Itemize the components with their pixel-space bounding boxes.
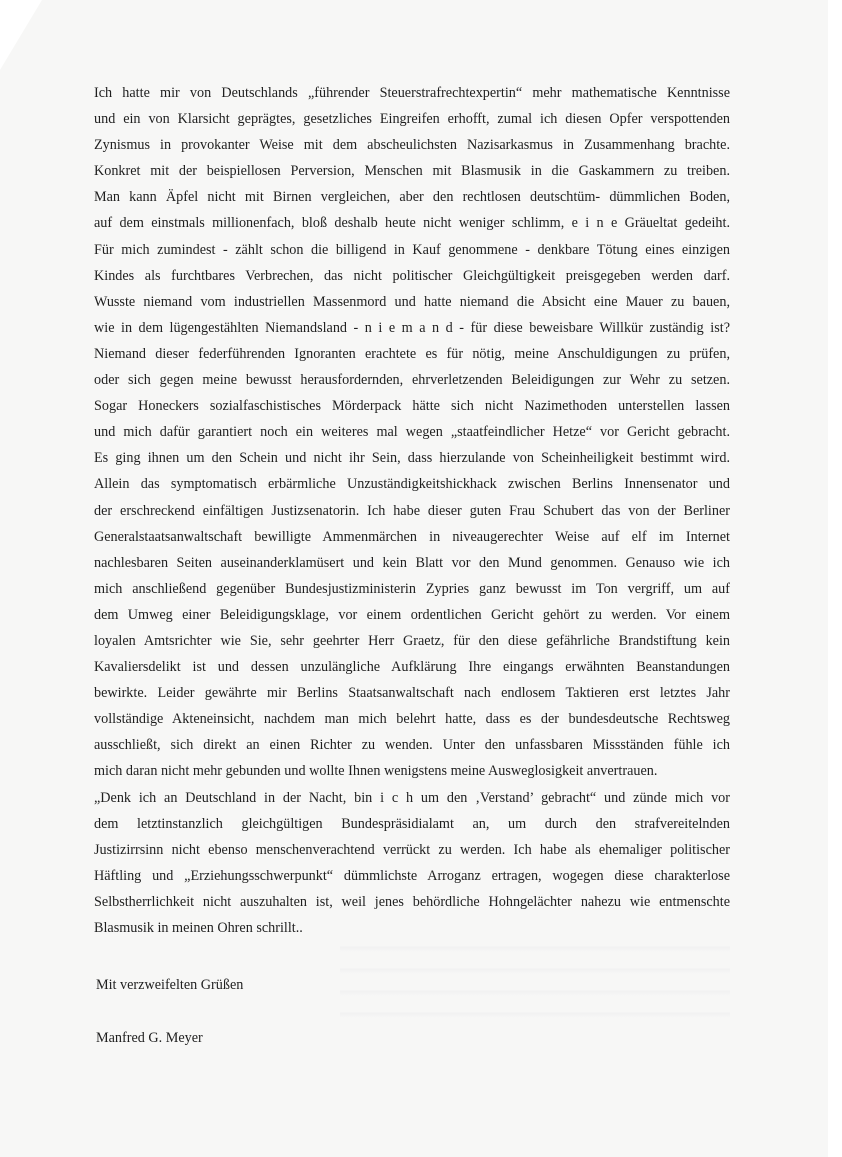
body-line: Ich hatte mir von Deutschlands „führender Steuerstrafrechtexpertin“ mehr mathematische Kenntnisse — [94, 85, 730, 101]
body-line: der erschreckend einfältigen Justizsenatorin. Ich habe dieser guten Frau Schubert das von der Berliner — [94, 502, 730, 519]
body-line: vollständige Akteneinsicht, nachdem man mich belehrt hatte, dass es der bundesdeutsche Rechtsweg — [94, 711, 730, 728]
body-line: Generalstaatsanwaltschaft bewilligte Ammenmärchen in niveaugerechter Weise auf elf im Internet — [94, 528, 730, 545]
body-line: nachlesbaren Seiten auseinanderklamüsert und kein Blatt vor den Mund genommen. Genauso wie ich — [94, 554, 730, 571]
body-line: Es ging ihnen um den Schein und nicht ihr Sein, dass hierzulande von Scheinheiligkeit bestimmt wird. — [94, 450, 730, 467]
body-line: bewirkte. Leider gewährte mir Berlins Staatsanwaltschaft nach endlosem Taktieren erst letztes Jahr — [94, 685, 730, 702]
body-line: Kindes als furchtbares Verbrechen, das nicht politischer Gleichgültigkeit preisgegeben werden darf. — [94, 267, 730, 284]
body-line: mich daran nicht mehr gebunden und wollte Ihnen wenigstens meine Ausweglosigkeit anvertrauen. — [94, 763, 658, 780]
page-edge — [828, 0, 842, 1157]
body-line: auf dem einstmals millionenfach, bloß deshalb heute nicht weniger schlimm, e i n e Gräueltat gedeiht. — [94, 215, 730, 232]
body-line: Man kann Äpfel nicht mit Birnen vergleichen, aber den rechtlosen deutschtüm- dümmlichen Boden, — [94, 189, 730, 206]
body-line: Zynismus in provokanter Weise mit dem abscheulichsten Nazisarkasmus in Zusammenhang brachte. — [94, 137, 730, 154]
body-line: dem Umweg einer Beleidigungsklage, vor einem ordentlichen Gericht gehört zu werden. Vor einem — [94, 606, 730, 623]
body-line: Selbstherrlichkeit nicht auszuhalten ist, weil jenes behördliche Hohngelächter nahezu wie entmenschte — [94, 893, 730, 910]
signature-name: Manfred G. Meyer — [96, 1030, 203, 1046]
body-line: Häftling und „Erziehungsschwerpunkt“ dümmlichste Arroganz ertragen, wogegen diese charakterlose — [94, 867, 730, 884]
body-line: und mich dafür garantiert noch ein weiteres mal wegen „staatfeindlicher Hetze“ vor Gericht gebracht. — [94, 424, 730, 441]
body-line: Für mich zumindest - zählt schon die billigend in Kauf genommene - denkbare Tötung eines einzigen — [94, 241, 730, 258]
body-line: Wusste niemand vom industriellen Massenmord und hatte niemand die Absicht eine Mauer zu bauen, — [94, 293, 730, 310]
body-line: Allein das symptomatisch erbärmliche Unzuständigkeitshickhack zwischen Berlins Innensenator und — [94, 476, 730, 493]
closing-greeting: Mit verzweifelten Grüßen — [96, 977, 244, 993]
body-line: ausschließt, sich direkt an einen Richter zu wenden. Unter den unfassbaren Missständen fühle ich — [94, 737, 730, 754]
body-line: wie in dem lügengestählten Niemandsland - n i e m a n d - für diese beweisbare Willkür zuständig ist? — [94, 319, 730, 336]
body-line: oder sich gegen meine bewusst herausfordernden, ehrverletzenden Beleidigungen zur Wehr zu setzen. — [94, 372, 730, 389]
body-line: loyalen Amtsrichter wie Sie, sehr geehrter Herr Graetz, für den diese gefährliche Brandstiftung kein — [94, 632, 730, 649]
letter-body — [94, 80, 730, 941]
body-line: und ein von Klarsicht geprägtes, gesetzliches Eingreifen erhofft, zumal ich diesen Opfer verspottenden — [94, 111, 730, 128]
body-line: Blasmusik in meinen Ohren schrillt.. — [94, 920, 303, 936]
body-line: Justizirrsinn nicht ebenso menschenverachtend verrückt zu werden. Ich habe als ehemaliger politischer — [94, 841, 730, 858]
body-line: Konkret mit der beispiellosen Perversion, Menschen mit Blasmusik in die Gaskammern zu treiben. — [94, 163, 730, 180]
body-line: Niemand dieser federführenden Ignoranten erachtete es für nötig, meine Anschuldigungen zu prüfen, — [94, 345, 730, 362]
folded-corner — [0, 0, 42, 70]
body-line: „Denk ich an Deutschland in der Nacht, bin i c h um den ‚Verstand’ gebracht“ und zünde mich vor — [94, 789, 730, 806]
body-line: Kavaliersdelikt ist und dessen unzulängliche Aufklärung Ihre eingangs erwähnten Beanstandungen — [94, 659, 730, 676]
body-line: dem letztinstanzlich gleichgültigen Bundespräsidialamt an, um durch den strafvereitelnden — [94, 815, 730, 832]
body-line: mich anschließend gegenüber Bundesjustizministerin Zypries ganz bewusst im Ton vergriff, um auf — [94, 580, 730, 597]
bleed-through-text — [340, 930, 730, 1030]
body-line: Sogar Honeckers sozialfaschistisches Mörderpack hätte sich nicht Nazimethoden unterstellen lassen — [94, 398, 730, 415]
